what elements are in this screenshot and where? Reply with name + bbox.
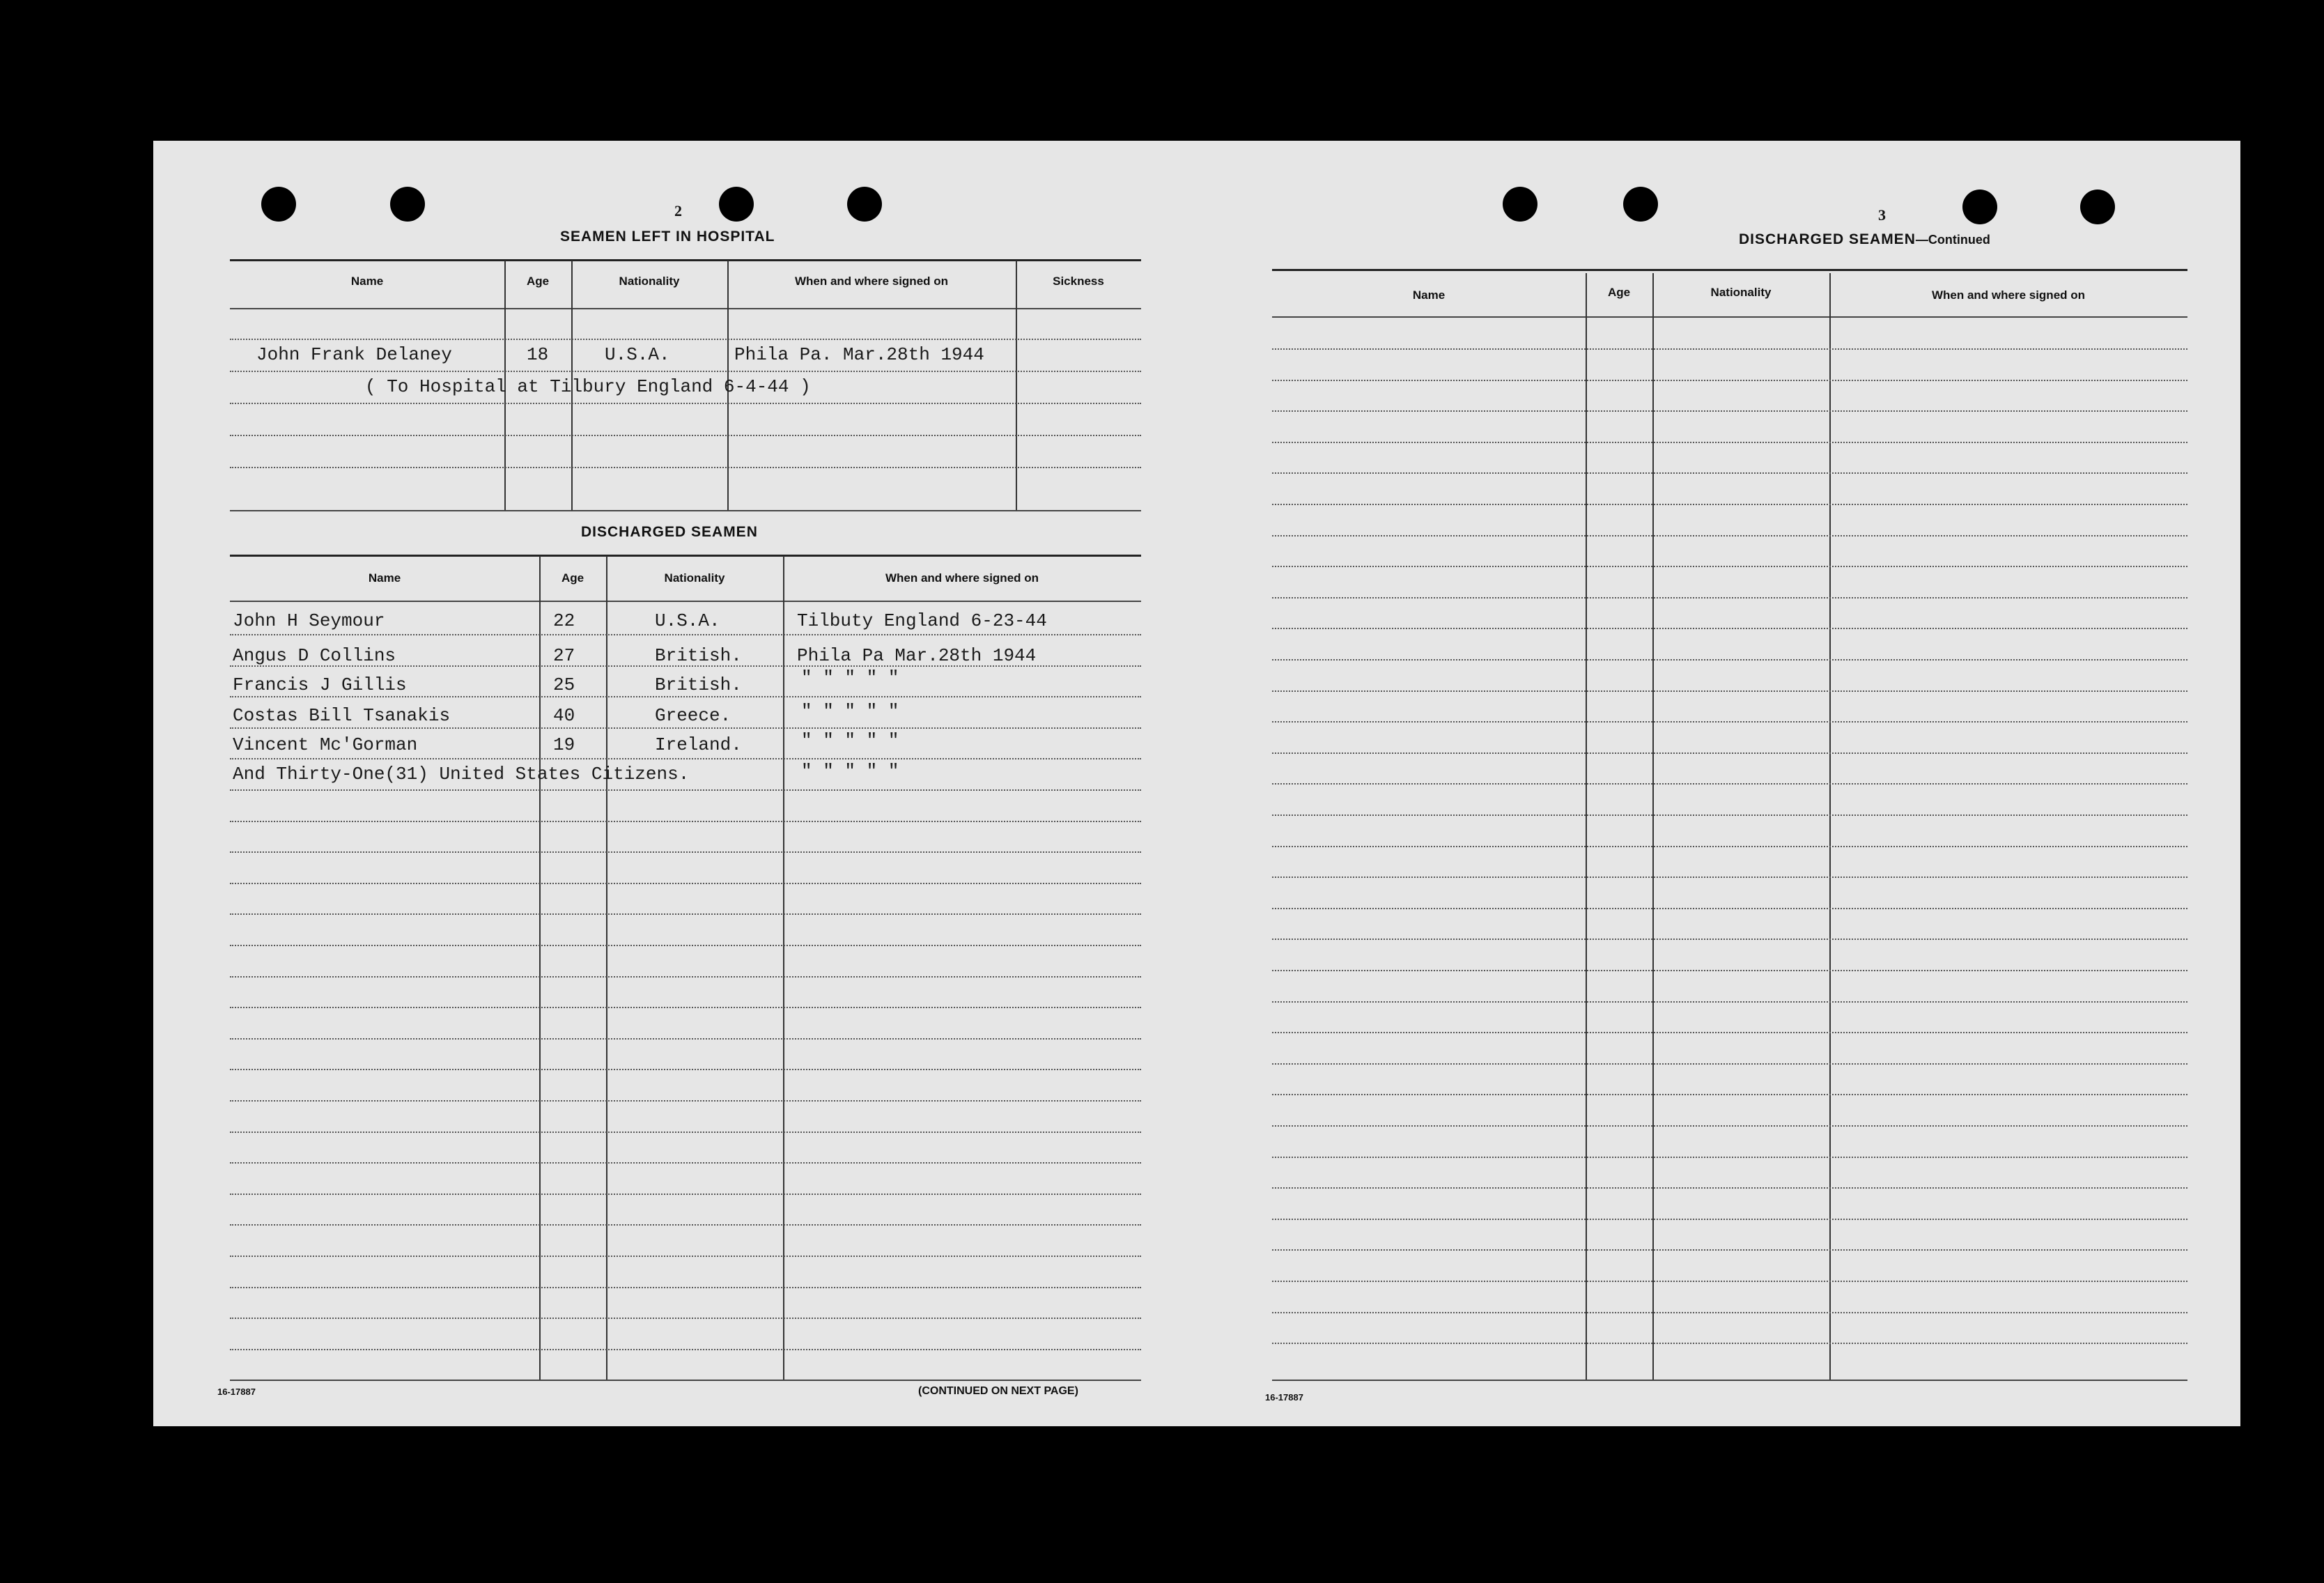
column-divider [1652, 273, 1654, 1381]
row-rule [1272, 597, 2187, 599]
row-rule [230, 339, 1141, 340]
row-rule [230, 1318, 1141, 1319]
row-rule [1272, 628, 2187, 629]
row-rule [230, 789, 1141, 791]
column-header: Name [350, 275, 384, 288]
header-rule [1272, 316, 2187, 318]
discharged-nationality: British. [655, 645, 742, 666]
left-page [153, 141, 1198, 1426]
discharged-nationality: Ireland. [655, 734, 742, 755]
row-rule [230, 727, 1141, 729]
discharged-name: Angus D Collins [233, 645, 396, 666]
column-divider [1016, 261, 1017, 510]
column-header: When and where signed on [885, 571, 1039, 585]
row-rule [1272, 1157, 2187, 1158]
row-rule [230, 1132, 1141, 1133]
row-rule [230, 945, 1141, 946]
column-header: When and where signed on [794, 275, 949, 288]
row-rule [1272, 1187, 2187, 1189]
row-rule [1272, 1343, 2187, 1344]
discharged-name: John H Seymour [233, 610, 385, 631]
discharged-age: 25 [553, 674, 575, 695]
form-number: 16-17887 [217, 1387, 256, 1397]
page-number: 2 [674, 202, 682, 219]
hospital-signed-on: Phila Pa. Mar.28th 1944 [734, 344, 984, 365]
right-page [1198, 141, 2240, 1426]
row-rule [1272, 783, 2187, 785]
row-rule [1272, 1125, 2187, 1127]
title-suffix: —Continued [1915, 233, 1990, 247]
row-rule [1272, 410, 2187, 412]
column-header: Sickness [1053, 275, 1104, 288]
row-rule [1272, 1032, 2187, 1033]
discharged-age: 19 [553, 734, 575, 755]
discharged-nationality: British. [655, 674, 742, 695]
row-rule [1272, 1219, 2187, 1220]
row-rule [1272, 721, 2187, 723]
column-divider [1829, 273, 1831, 1381]
discharged-nationality: U.S.A. [655, 610, 720, 631]
row-rule [1272, 752, 2187, 754]
discharged-name: Francis J Gillis [233, 674, 407, 695]
row-rule [1272, 442, 2187, 443]
row-rule [230, 1224, 1141, 1226]
row-rule [1272, 472, 2187, 474]
table-top-rule [230, 555, 1141, 557]
row-rule [230, 1162, 1141, 1164]
row-rule [1272, 877, 2187, 878]
column-header: Nationality [664, 571, 725, 585]
row-rule [1272, 908, 2187, 909]
row-rule [230, 403, 1141, 404]
table-top-rule [1272, 269, 2187, 271]
row-rule [230, 1038, 1141, 1040]
continued-note: (CONTINUED ON NEXT PAGE) [918, 1385, 1078, 1397]
discharged-summary-signed-on: " " " " " [801, 761, 899, 782]
column-header: Nationality [1710, 286, 1772, 299]
row-rule [1272, 1063, 2187, 1065]
row-rule [230, 883, 1141, 884]
discharged-summary: And Thirty-One(31) United States Citizens. [233, 764, 690, 785]
column-header: Age [1607, 286, 1631, 299]
row-rule [1272, 504, 2187, 505]
header-rule [230, 308, 1141, 309]
row-rule [230, 1349, 1141, 1350]
row-rule [1272, 535, 2187, 536]
row-rule [230, 1100, 1141, 1102]
row-rule [1272, 1249, 2187, 1251]
hospital-age: 18 [527, 344, 549, 365]
row-rule [1272, 380, 2187, 381]
column-divider [1586, 273, 1587, 1381]
row-rule [1272, 1312, 2187, 1313]
row-rule [1272, 1001, 2187, 1003]
column-divider [783, 556, 784, 1381]
row-rule [230, 976, 1141, 978]
hospital-note: ( To Hospital at Tilbury England 6-4-44 ) [365, 376, 811, 397]
row-rule [230, 851, 1141, 853]
discharged-nationality: Greece. [655, 705, 731, 726]
discharged-age: 27 [553, 645, 575, 666]
header-rule [230, 601, 1141, 602]
discharged-age: 40 [553, 705, 575, 726]
row-rule [1272, 566, 2187, 567]
column-header: Name [1412, 288, 1446, 302]
discharged-name: Costas Bill Tsanakis [233, 705, 451, 726]
row-rule [1272, 939, 2187, 940]
discharged-signed-on: Tilbuty England 6-23-44 [797, 610, 1047, 631]
table-top-rule [230, 259, 1141, 261]
row-rule [1272, 970, 2187, 971]
column-header: When and where signed on [1931, 288, 2086, 302]
column-divider [606, 556, 607, 1381]
column-header: Nationality [619, 275, 680, 288]
crew-list-sheet [153, 141, 2240, 1426]
row-rule [1272, 1281, 2187, 1282]
hospital-section-title: SEAMEN LEFT IN HOSPITAL [560, 229, 775, 245]
row-rule [230, 435, 1141, 436]
row-rule [230, 371, 1141, 372]
discharged-signed-on: Phila Pa Mar.28th 1944 [797, 645, 1037, 666]
row-rule [230, 758, 1141, 759]
discharged-signed-on: " " " " " [801, 730, 899, 751]
row-rule [230, 1069, 1141, 1070]
discharged-continued-title [1739, 231, 1990, 248]
hospital-nationality: U.S.A. [605, 344, 670, 365]
column-divider [539, 556, 541, 1381]
discharged-name: Vincent Mc'Gorman [233, 734, 418, 755]
row-rule [230, 1287, 1141, 1288]
title-main: DISCHARGED SEAMEN [1739, 231, 1916, 247]
table-bottom-rule [1272, 1380, 2187, 1381]
column-header: Name [368, 571, 401, 585]
row-rule [1272, 348, 2187, 350]
row-rule [230, 913, 1141, 915]
column-header: Age [561, 571, 584, 585]
row-rule [1272, 846, 2187, 847]
form-number: 16-17887 [1265, 1392, 1303, 1403]
table-bottom-rule [230, 510, 1141, 511]
row-rule [1272, 814, 2187, 816]
row-rule [1272, 1094, 2187, 1095]
row-rule [230, 634, 1141, 635]
column-header: Age [526, 275, 550, 288]
row-rule [230, 696, 1141, 697]
discharged-signed-on: " " " " " [801, 667, 899, 688]
row-rule [230, 821, 1141, 822]
row-rule [1272, 690, 2187, 692]
row-rule [1272, 659, 2187, 661]
page-number: 3 [1878, 206, 1886, 224]
discharged-signed-on: " " " " " [801, 701, 899, 722]
discharged-section-title: DISCHARGED SEAMEN [581, 524, 758, 540]
row-rule [230, 467, 1141, 468]
discharged-age: 22 [553, 610, 575, 631]
row-rule [230, 1007, 1141, 1008]
hospital-name: John Frank Delaney [256, 344, 452, 365]
table-bottom-rule [230, 1380, 1141, 1381]
row-rule [230, 1256, 1141, 1257]
row-rule [230, 1194, 1141, 1195]
